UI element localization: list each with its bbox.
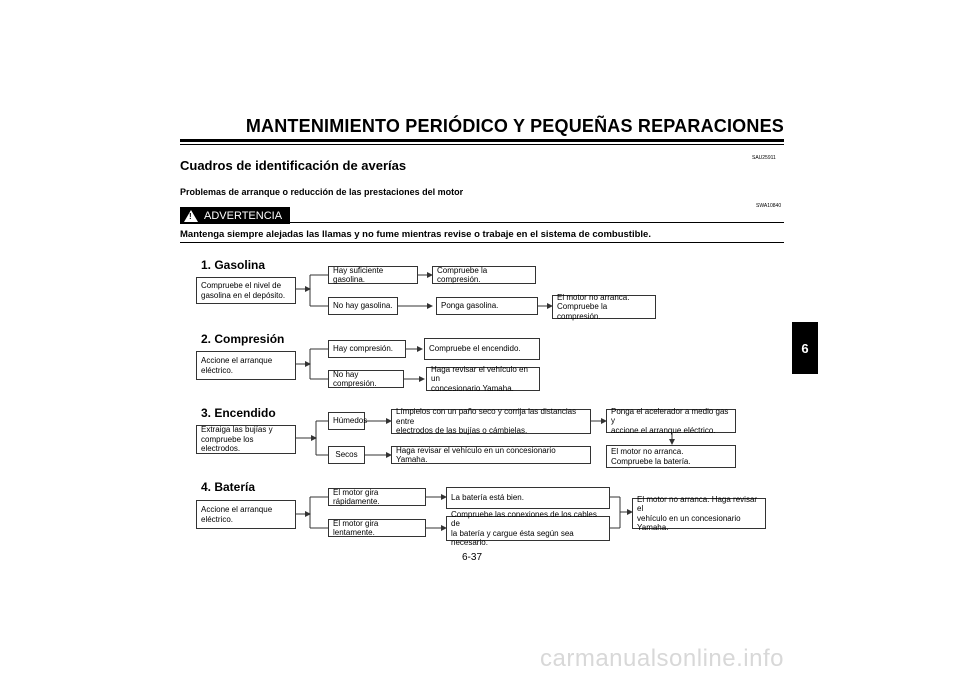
box-bateria-bien: La batería está bien.	[446, 487, 610, 509]
box-no-compresion: No hay compresión.	[328, 370, 404, 388]
page-title: MANTENIMIENTO PERIÓDICO Y PEQUEÑAS REPARACIONES	[245, 116, 784, 136]
box-ponga-gasolina: Ponga gasolina.	[436, 297, 538, 315]
box-start-compresion: Accione el arranque eléctrico.	[196, 351, 296, 380]
box-limpielos: Límpielos con un paño seco y corrija las distancias entre electrodos de las bujías o cámbielas.	[391, 409, 591, 434]
warning-code: SWA10840	[756, 203, 782, 209]
section-title: Cuadros de identificación de averías	[180, 158, 407, 173]
group-title-gasolina: 1. Gasolina	[201, 258, 266, 272]
box-motor-no-arranca-1: El motor no arranca. Compruebe la compresión.	[552, 295, 656, 319]
warning-label: ADVERTENCIA	[204, 209, 283, 222]
box-start-gasolina: Compruebe el nivel de gasolina en el depósito.	[196, 277, 296, 304]
box-no-gasolina: No hay gasolina.	[328, 297, 398, 315]
chapter-tab: 6	[792, 322, 818, 374]
box-acelerador-medio-gas: Ponga el acelerador a medio gas y accione el arranque eléctrico.	[606, 409, 736, 433]
box-revisar-concesionario-2: Haga revisar el vehículo en un concesionario Yamaha.	[426, 367, 540, 391]
box-motor-no-arranca-4: El motor no arranca. Haga revisar el vehículo en un concesionario Yamaha.	[632, 498, 766, 529]
box-conexiones-cables: Compruebe las conexiones de los cables de la batería y cargue ésta según sea necesario.	[446, 516, 610, 541]
box-humedos: Húmedos	[328, 412, 365, 430]
box-gira-lentamente: El motor gira lentamente.	[328, 519, 426, 537]
warning-icon: !	[184, 210, 198, 222]
box-gira-rapidamente: El motor gira rápidamente.	[328, 488, 426, 506]
group-title-compresion: 2. Compresión	[201, 332, 285, 346]
page-number: 6-37	[462, 552, 483, 563]
group-title-bateria: 4. Batería	[201, 480, 256, 494]
box-start-bateria: Accione el arranque eléctrico.	[196, 500, 296, 529]
box-compruebe-encendido: Compruebe el encendido.	[424, 338, 540, 360]
section-code: SAU25911	[752, 155, 776, 161]
box-hay-compresion: Hay compresión.	[328, 340, 406, 358]
box-hay-gasolina: Hay suficiente gasolina.	[328, 266, 418, 284]
box-secos: Secos	[328, 446, 365, 464]
warning-text: Mantenga siempre alejadas las llamas y no fume mientras revise o trabaje en el sistema de combustible.	[180, 229, 651, 240]
box-revisar-concesionario-3: Haga revisar el vehículo en un concesionario Yamaha.	[391, 446, 591, 464]
subsection-title: Problemas de arranque o reducción de las prestaciones del motor	[180, 187, 464, 197]
box-compruebe-bateria: El motor no arranca. Compruebe la batería.	[606, 445, 736, 468]
box-start-encendido: Extraiga las bujías y compruebe los electrodos.	[196, 425, 296, 454]
box-compruebe-compresion: Compruebe la compresión.	[432, 266, 536, 284]
footer-watermark: carmanualsonline.info	[540, 645, 784, 672]
group-title-encendido: 3. Encendido	[201, 406, 276, 420]
